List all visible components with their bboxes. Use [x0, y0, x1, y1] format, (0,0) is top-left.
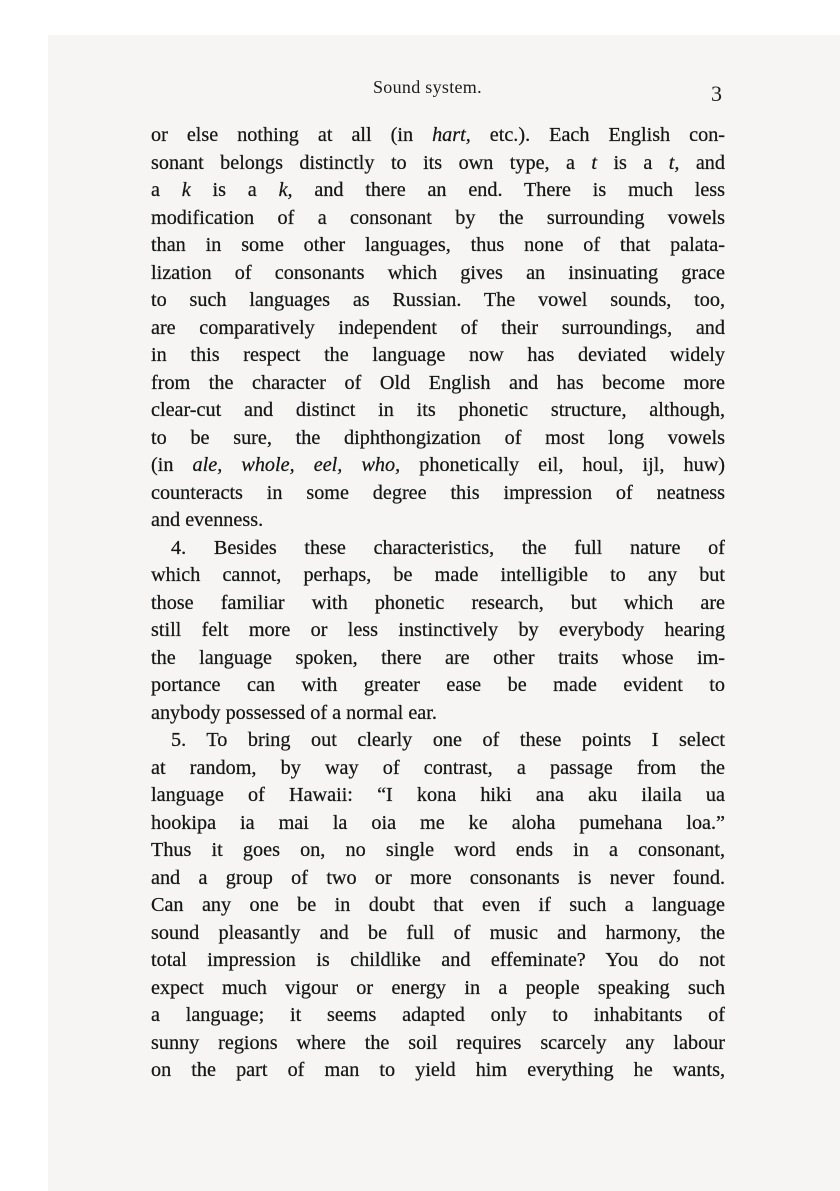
text-run: anybody possessed of a normal ear.: [151, 701, 437, 724]
italic-word: t: [591, 151, 598, 174]
text-run: hookipa ia mai la oia me ke aloha pumehana loa.”: [151, 811, 725, 834]
text-run: portance can with greater ease be made evident to: [151, 674, 725, 696]
italic-word: t,: [668, 151, 680, 174]
italic-word: whole,: [241, 454, 295, 476]
paragraph-start-line: [151, 535, 725, 563]
text-run: in this respect the language now has deviated widely: [151, 344, 725, 366]
text-run: Can any one be in doubt that even if such a language: [151, 894, 725, 916]
text-run: [295, 454, 314, 476]
text-line: [151, 1030, 725, 1058]
text-run: a: [151, 179, 182, 201]
text-run: [222, 454, 241, 476]
text-run: counteracts in some degree this impression of neatness: [151, 481, 725, 504]
text-run: sunny regions where the soil requires scarcely any labour: [151, 1031, 725, 1054]
italic-word: hart,: [432, 124, 471, 146]
text-run: is a: [190, 179, 279, 201]
text-line: [151, 590, 725, 618]
text-run: Thus it goes on, no single word ends in a consonant,: [151, 839, 725, 861]
text-line: [151, 782, 725, 810]
text-run: clear-cut and distinct in its phonetic structure, although,: [151, 399, 725, 421]
text-run: are comparatively independent of their surroundings, and: [151, 316, 725, 339]
text-line: [151, 480, 725, 508]
text-run: expect much vigour or energy in a people speaking such: [151, 976, 725, 999]
text-line: [151, 947, 725, 975]
text-line: [151, 232, 725, 260]
text-run: etc.). Each English con-: [470, 124, 725, 146]
running-title: Sound system.: [373, 77, 482, 97]
text-run: modification of a consonant by the surrounding vowels: [151, 206, 725, 229]
text-run: a language; it seems adapted only to inhabitants of: [151, 1004, 725, 1026]
text-run: from the character of Old English and has become more: [151, 371, 725, 394]
paragraph-start-line: [151, 727, 725, 755]
text-line: [151, 892, 725, 920]
text-run: is a: [597, 151, 669, 174]
text-run: those familiar with phonetic research, but which are: [151, 591, 725, 614]
text-run: total impression is childlike and effeminate? You do not: [151, 949, 725, 971]
text-line: [151, 150, 725, 178]
text-run: the language spoken, there are other traits whose im-: [151, 646, 725, 669]
text-line: [151, 425, 725, 453]
text-line: [151, 810, 725, 838]
text-line: [151, 562, 725, 590]
italic-word: ale,: [192, 454, 223, 476]
text-line: [151, 755, 725, 783]
text-line: [151, 397, 725, 425]
text-line: [151, 507, 725, 535]
text-run: language of Hawaii: “I kona hiki ana aku ilaila ua: [151, 784, 725, 806]
text-line: [151, 287, 725, 315]
text-run: than in some other languages, thus none of that palata-: [151, 234, 725, 256]
italic-word: who,: [361, 454, 401, 476]
text-line: [151, 205, 725, 233]
text-line: [151, 1057, 725, 1085]
text-run: (in: [151, 454, 193, 476]
text-line: [151, 452, 725, 480]
text-line: [151, 865, 725, 893]
text-line: [151, 370, 725, 398]
text-run: phonetically eil, houl, ijl, huw): [400, 454, 725, 476]
text-line: [151, 672, 725, 700]
text-line: [151, 920, 725, 948]
page-number: 3: [711, 81, 722, 106]
text-run: 5. To bring out clearly one of these points I select: [171, 729, 725, 751]
text-run: 4. Besides these characteristics, the full nature of: [171, 536, 725, 559]
text-run: and: [679, 151, 725, 174]
text-run: which cannot, perhaps, be made intelligible to any but: [151, 564, 725, 586]
text-run: to be sure, the diphthongization of most long vowels: [151, 426, 725, 449]
text-run: and a group of two or more consonants is never found.: [151, 866, 725, 889]
text-run: sound pleasantly and be full of music and harmony, the: [151, 921, 725, 944]
text-line: [151, 342, 725, 370]
text-run: and there an end. There is much less: [292, 179, 725, 201]
text-run: and evenness.: [151, 509, 264, 531]
italic-word: k: [181, 179, 191, 201]
text-line: [151, 645, 725, 673]
text-line: [151, 1002, 725, 1030]
text-run: or else nothing at all (in: [151, 124, 433, 146]
body-text: [151, 122, 725, 1085]
text-run: to such languages as Russian. The vowel sounds, too,: [151, 289, 725, 311]
text-run: at random, by way of contrast, a passage from the: [151, 756, 725, 779]
text-run: on the part of man to yield him everything he wants,: [151, 1059, 725, 1081]
text-run: lization of consonants which gives an insinuating grace: [151, 261, 725, 284]
text-run: [342, 454, 361, 476]
italic-word: eel,: [313, 454, 343, 476]
text-line: [151, 975, 725, 1003]
text-line: [151, 122, 725, 150]
text-line: [151, 837, 725, 865]
text-line: [151, 315, 725, 343]
text-run: still felt more or less instinctively by everybody hearing: [151, 619, 725, 641]
text-line: [151, 260, 725, 288]
text-run: sonant belongs distinctly to its own type, a: [151, 151, 592, 174]
text-line: [151, 700, 725, 728]
italic-word: k,: [278, 179, 293, 201]
text-line: [151, 617, 725, 645]
text-line: [151, 177, 725, 205]
